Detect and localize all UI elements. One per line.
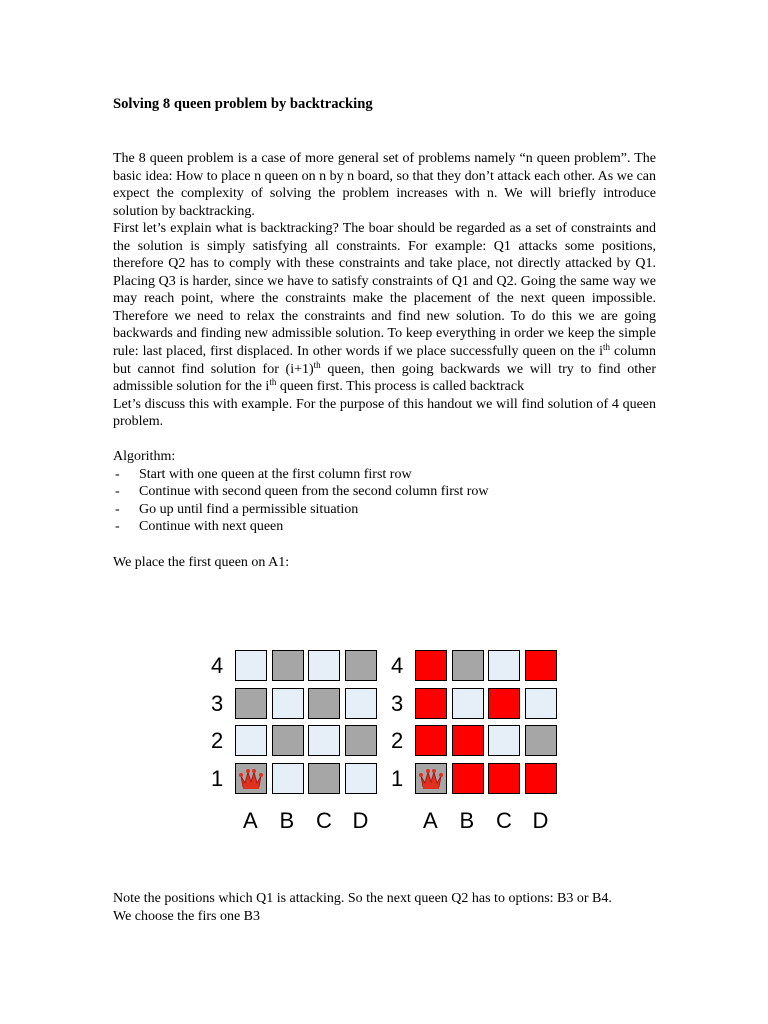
board-cell [308,650,340,681]
board-cell [272,725,304,756]
note-block [113,890,656,925]
note-line: Note the positions which Q1 is attacking. So the next queen Q2 has to options: B3 or B4. [113,891,612,906]
row-label: 2 [391,728,404,753]
column-label: D [532,808,549,833]
row-label: 4 [391,653,404,678]
board-cell [415,725,447,756]
algorithm-heading: Algorithm: [113,449,176,465]
row-label: 1 [391,765,404,791]
board-cell [308,725,340,756]
board-cell [415,650,447,681]
column-label: C [496,808,512,833]
board-cell [488,688,520,719]
board-cell [345,763,377,794]
backtracking-text-d: queen first. This process is called backtrack [276,379,525,395]
list-dash: - [115,466,120,482]
board-cell [488,650,520,681]
board-cell [345,725,377,756]
column-label: A [423,808,438,833]
board-cell [525,650,557,681]
chessboard-attacked [390,650,565,835]
algorithm-step [113,501,656,519]
algorithm-step [113,518,656,536]
algorithm-list [113,466,656,536]
row-label: 4 [211,653,224,678]
algorithm-step-text: Continue with next queen [139,519,284,535]
algorithm-step [113,483,656,501]
row-label: 2 [211,728,224,753]
board-cell [452,763,484,794]
board-cell [235,763,267,794]
column-label: B [279,808,295,833]
document-title: Solving 8 queen problem by backtracking [113,96,373,112]
board-cell [415,763,447,794]
note-line: We choose the firs one B3 [113,908,260,924]
example-paragraph: Let’s discuss this with example. For the purpose of this handout we will find solution of 4 queen problem. [113,396,656,430]
board-cell [235,725,267,756]
column-label: B [459,808,475,833]
board-cell [308,688,340,719]
intro-paragraph: The 8 queen problem is a case of more general set of problems namely “n queen problem”. The basic idea: How to place n queen on n by n board, so that they don’t attack each other. As we can expect the complexity of solving the problem increases with n. We will briefly introduce solution by backtracking. [113,151,656,219]
row-label: 1 [211,765,224,791]
algorithm-step-text: Go up until find a permissible situation [139,501,359,517]
board-cell [488,725,520,756]
board-cell [488,763,520,794]
column-label: A [243,808,258,833]
algorithm-step-text: Continue with second queen from the second column first row [139,484,489,500]
board-cell [452,650,484,681]
crown-icon [419,767,443,790]
document-body [113,150,656,571]
chessboard-left [210,650,385,835]
board-cell [235,688,267,719]
superscript-th: th [313,359,321,370]
board-cell [525,688,557,719]
algorithm-step [113,466,656,484]
board-cell [235,650,267,681]
board-cell [525,725,557,756]
board-cell [272,688,304,719]
row-label: 3 [391,690,404,716]
list-dash: - [115,501,120,517]
backtracking-text-b: column but cannot find solution for (i+1) [113,344,656,377]
superscript-th: th [602,342,610,353]
algorithm-step-text: Start with one queen at the first column first row [139,466,412,482]
board-cell [525,763,557,794]
column-label: D [352,808,369,833]
backtracking-text-c: queen, then going backwards we will try to find other admissible solution for the i [113,361,656,395]
board-cell [452,725,484,756]
placement-text: We place the first queen on A1: [113,554,290,570]
list-dash: - [115,484,120,500]
backtracking-text-a: First let’s explain what is backtracking? The boar should be regarded as a set of constraints and the solution is simply satisfying all constraints. For example: Q1 attacks some positions, therefore Q2 has to comply with these constraints and take place, not directly attacked by Q1. Placing Q3 is harder, since we have to satisfy constraints of Q1 and Q2. Going the same way we may reach point, where the constraints make the placement of the next queen impossible. Therefore we need to relax the constraints and find new solution. To do this we are going backwards and finding new admissible solution. To keep everything in order we keep the simple rule: last placed, first displaced. In other words if we place successfully queen on the i [113,221,656,360]
column-label: C [316,808,332,833]
board-cell [345,688,377,719]
board-cell [452,688,484,719]
board-cell [345,650,377,681]
row-label: 3 [211,690,224,716]
board-cell [272,763,304,794]
board-cell [308,763,340,794]
board-cell [415,688,447,719]
backtracking-paragraph [113,220,656,395]
list-dash: - [115,519,120,535]
superscript-th: th [269,377,277,388]
crown-icon [239,767,263,790]
board-cell [272,650,304,681]
